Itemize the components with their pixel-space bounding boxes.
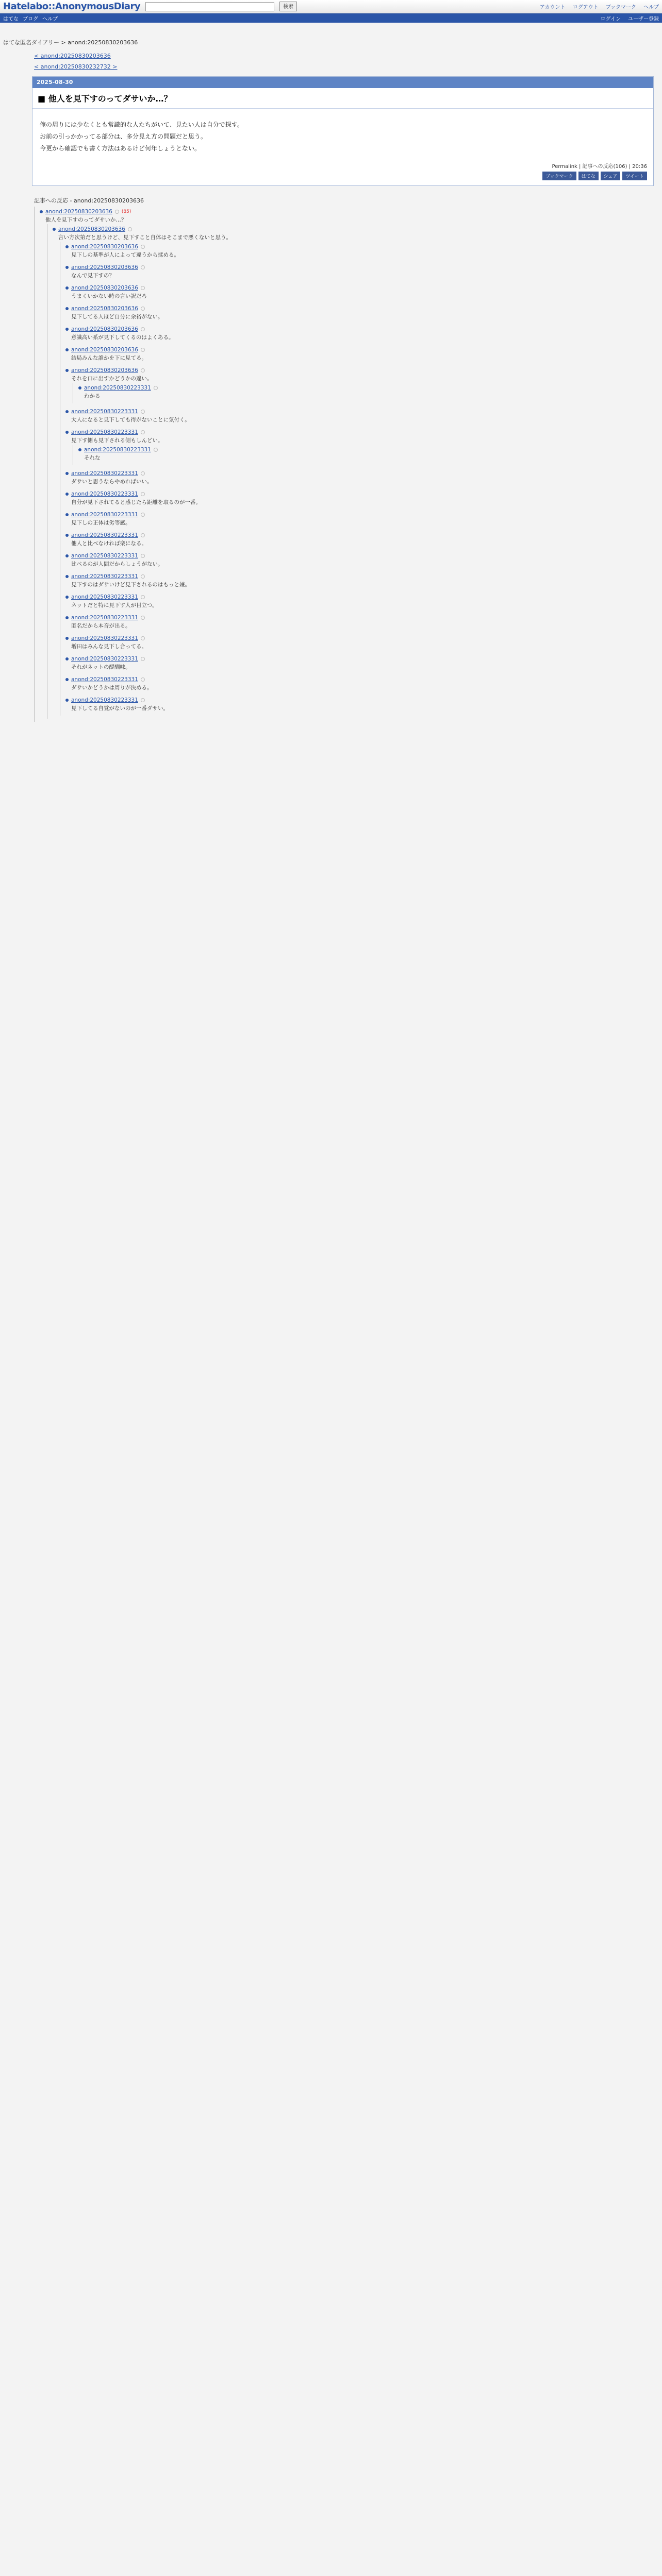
comment bbox=[60, 242, 640, 262]
breadcrumb[interactable]: はてな匿名ダイアリー > anond:20250830203636 bbox=[3, 39, 138, 46]
star-add-icon[interactable] bbox=[141, 307, 145, 311]
comment bbox=[34, 207, 640, 722]
comment-link[interactable]: anond:20250830223331 bbox=[71, 409, 138, 415]
comment bbox=[60, 571, 640, 592]
star-add-icon[interactable] bbox=[141, 657, 145, 661]
bullet-icon bbox=[65, 348, 69, 351]
entry-footer[interactable]: Permalink | 記事への反応(106) | 20:36 bbox=[552, 164, 647, 170]
star-count: (85) bbox=[121, 209, 131, 214]
comment bbox=[60, 551, 640, 571]
comment-text: わかる bbox=[84, 393, 101, 399]
comment-link[interactable]: anond:20250830223331 bbox=[71, 491, 138, 497]
bullet-icon bbox=[65, 575, 69, 578]
comment-link[interactable]: anond:20250830203636 bbox=[71, 347, 138, 353]
comment-link[interactable]: anond:20250830223331 bbox=[71, 656, 138, 662]
bullet-icon bbox=[65, 245, 69, 248]
entry-body-line: お前の引っかかってる部分は、多分見え方の問題だと思う。 bbox=[40, 133, 207, 140]
top-links bbox=[540, 3, 659, 10]
bullet-icon bbox=[65, 616, 69, 619]
comment bbox=[73, 445, 640, 465]
comment bbox=[60, 406, 640, 427]
star-add-icon[interactable] bbox=[141, 677, 145, 682]
bullet-icon bbox=[65, 369, 69, 372]
bullet-icon bbox=[65, 534, 69, 537]
share-facebook-button[interactable]: シェア bbox=[601, 172, 621, 180]
bullet-icon bbox=[78, 386, 81, 389]
comment-link[interactable]: anond:20250830203636 bbox=[71, 326, 138, 332]
comment bbox=[60, 324, 640, 345]
comment-link[interactable]: anond:20250830223331 bbox=[71, 635, 138, 641]
comment bbox=[60, 530, 640, 551]
bullet-icon bbox=[65, 286, 69, 290]
entry-title[interactable] bbox=[32, 88, 653, 109]
star-add-icon[interactable] bbox=[141, 698, 145, 702]
bullet-icon bbox=[65, 637, 69, 640]
bullet-icon bbox=[65, 554, 69, 557]
star-add-icon[interactable] bbox=[141, 636, 145, 640]
top-link-logout[interactable]: ログアウト bbox=[572, 5, 599, 10]
subbar-link-blog[interactable]: ブログ bbox=[23, 16, 38, 22]
comment bbox=[60, 592, 640, 613]
comment-text: 見下すのはダサいけど見下されるのはもっと嫌。 bbox=[71, 582, 190, 588]
comment-link[interactable]: anond:20250830223331 bbox=[71, 532, 138, 538]
comment-link[interactable]: anond:20250830203636 bbox=[58, 226, 125, 232]
comment-text: うまくいかない時の言い訳だろ bbox=[71, 293, 147, 299]
diary-entry bbox=[32, 76, 654, 186]
comment-link[interactable]: anond:20250830203636 bbox=[71, 285, 138, 291]
subbar-login[interactable]: ログイン bbox=[600, 16, 621, 22]
comment-link[interactable]: anond:20250830203636 bbox=[71, 306, 138, 312]
comment-text: それな bbox=[84, 455, 101, 461]
comment-link[interactable]: anond:20250830223331 bbox=[71, 429, 138, 435]
comment-link[interactable]: anond:20250830203636 bbox=[45, 209, 112, 215]
comment-link[interactable]: anond:20250830203636 bbox=[71, 244, 138, 250]
comment-text: それを口に出すかどうかの違い。 bbox=[71, 376, 153, 382]
subbar-register[interactable]: ユーザー登録 bbox=[628, 16, 659, 22]
bullet-icon bbox=[65, 328, 69, 331]
star-add-icon[interactable] bbox=[128, 227, 132, 231]
comment-link[interactable]: anond:20250830223331 bbox=[71, 697, 138, 703]
bullet-icon bbox=[65, 596, 69, 599]
bullet-icon bbox=[78, 448, 81, 451]
comment-text: それがネットの醍醐味。 bbox=[71, 664, 131, 670]
top-bar bbox=[0, 0, 662, 13]
star-add-icon[interactable] bbox=[154, 386, 158, 390]
comment-text: 見下しの正体は劣等感。 bbox=[71, 520, 131, 526]
comment-text: 比べるのが人間だからしょうがない。 bbox=[71, 561, 163, 567]
comment-link[interactable]: anond:20250830223331 bbox=[71, 470, 138, 477]
comment-text: 自分が見下されてると感じたら距離を取るのが一番。 bbox=[71, 499, 201, 505]
site-logo[interactable]: Hatelabo::AnonymousDiary bbox=[3, 1, 141, 12]
comment bbox=[60, 674, 640, 695]
comment-link[interactable]: anond:20250830223331 bbox=[71, 512, 138, 518]
bullet-icon bbox=[65, 513, 69, 516]
comment-text: 他人を見下すのってダサいか…？ bbox=[45, 217, 127, 223]
comment-link[interactable]: anond:20250830223331 bbox=[71, 573, 138, 580]
comment-link[interactable]: anond:20250830223331 bbox=[71, 553, 138, 559]
comment bbox=[60, 613, 640, 633]
bullet-icon bbox=[40, 210, 43, 213]
bullet-icon bbox=[65, 493, 69, 496]
star-add-icon[interactable] bbox=[141, 574, 145, 579]
comment-text: ダサいかどうかは周りが決める。 bbox=[71, 685, 153, 691]
bullet-icon bbox=[65, 410, 69, 413]
star-add-icon[interactable] bbox=[154, 448, 158, 452]
entry-body-line: 今更から確認でも書く方法はあるけど何年しょうとない。 bbox=[40, 145, 201, 152]
entry-title-text[interactable]: ■ 他人を見下すのってダサいか…？ bbox=[38, 94, 172, 104]
share-hatena-button[interactable]: はてな bbox=[578, 172, 599, 180]
star-add-icon[interactable] bbox=[141, 533, 145, 537]
comment-text: ネットだと特に見下す人が目立つ。 bbox=[71, 602, 158, 608]
bullet-icon bbox=[53, 228, 56, 231]
comment-text: 見下す側も見下される側もしんどい。 bbox=[71, 437, 163, 444]
star-add-icon[interactable] bbox=[141, 410, 145, 414]
comments-heading: 記事への反応 - anond:20250830203636 bbox=[34, 197, 144, 204]
comment-text: 大人になると見下しても得がないことに気付く。 bbox=[71, 417, 190, 423]
comment-link[interactable]: anond:20250830223331 bbox=[71, 615, 138, 621]
star-add-icon[interactable] bbox=[141, 265, 145, 269]
star-add-icon[interactable] bbox=[141, 554, 145, 558]
comment bbox=[60, 468, 640, 489]
comment bbox=[60, 510, 640, 530]
search-button[interactable]: 検索 bbox=[279, 2, 297, 11]
sub-bar bbox=[0, 13, 662, 23]
entry-body bbox=[32, 109, 653, 160]
comment bbox=[60, 345, 640, 365]
star-add-icon[interactable] bbox=[141, 245, 145, 249]
bullet-icon bbox=[65, 472, 69, 475]
bullet-icon bbox=[65, 678, 69, 681]
comment-text: 他人と比べなければ楽になる。 bbox=[71, 540, 147, 547]
star-add-icon[interactable] bbox=[141, 348, 145, 352]
comment-tree bbox=[34, 207, 640, 722]
comment-link[interactable]: anond:20250830203636 bbox=[71, 367, 138, 374]
share-buttons bbox=[32, 172, 653, 185]
comment-text: 言い方次第だと思うけど、見下すこと自体はそこまで悪くないと思う。 bbox=[58, 234, 231, 241]
comment-text: ダサいと思うならやめればいい。 bbox=[71, 479, 153, 485]
comment-text: 見下してる自覚がないのが一番ダサい。 bbox=[71, 705, 169, 711]
comment-link[interactable]: anond:20250830223331 bbox=[71, 676, 138, 683]
comment-link[interactable]: anond:20250830223331 bbox=[71, 594, 138, 600]
star-add-icon[interactable] bbox=[141, 327, 145, 331]
star-add-icon[interactable] bbox=[141, 595, 145, 599]
star-add-icon[interactable] bbox=[141, 368, 145, 372]
top-link-account[interactable]: アカウント bbox=[539, 5, 566, 10]
bullet-icon bbox=[65, 431, 69, 434]
bullet-icon bbox=[65, 657, 69, 660]
entry-nav bbox=[34, 53, 662, 70]
comment-text: 見下してる人ほど自分に余裕がない。 bbox=[71, 314, 163, 320]
comment bbox=[60, 695, 640, 716]
comment bbox=[60, 262, 640, 283]
bullet-icon bbox=[65, 699, 69, 702]
comment-text: 見下しの基準が人によって違うから揉める。 bbox=[71, 252, 179, 258]
share-twitter-button[interactable]: ツイート bbox=[622, 172, 647, 180]
comment-text: なんで見下すの？ bbox=[71, 273, 114, 279]
entry-date: 2025-08-30 bbox=[32, 77, 653, 88]
share-bookmark-button[interactable]: ブックマーク bbox=[542, 172, 576, 180]
star-add-icon[interactable] bbox=[141, 513, 145, 517]
comment-link[interactable]: anond:20250830223331 bbox=[84, 447, 151, 453]
entry-body-line: 俺の周りには少なくとも常識的な人たちがいて、見たい人は自分で探す。 bbox=[40, 121, 243, 128]
comment bbox=[47, 224, 640, 719]
comment bbox=[60, 633, 640, 654]
subbar-link-hatena[interactable]: はてな bbox=[3, 16, 19, 22]
star-add-icon[interactable] bbox=[141, 616, 145, 620]
star-add-icon[interactable] bbox=[141, 492, 145, 496]
star-add-icon[interactable] bbox=[141, 430, 145, 434]
bullet-icon bbox=[65, 266, 69, 269]
star-add-icon[interactable] bbox=[115, 210, 119, 214]
comment-text: 意識高い系が見下してくるのはよくある。 bbox=[71, 334, 174, 341]
comment bbox=[60, 303, 640, 324]
comment bbox=[60, 427, 640, 468]
comment bbox=[60, 283, 640, 303]
comment-text: 結局みんな誰かを下に見てる。 bbox=[71, 355, 147, 361]
prev-entry-link[interactable]: < anond:20250830203636 bbox=[34, 53, 111, 59]
bullet-icon bbox=[65, 307, 69, 310]
subbar-link-help[interactable]: ヘルプ bbox=[42, 16, 58, 22]
star-add-icon[interactable] bbox=[141, 286, 145, 290]
comment bbox=[60, 365, 640, 406]
comment bbox=[73, 383, 640, 403]
comment-link[interactable]: anond:20250830223331 bbox=[84, 385, 151, 391]
comment bbox=[60, 654, 640, 674]
comment-text: 匿名だから本音が出る。 bbox=[71, 623, 131, 629]
comment-link[interactable]: anond:20250830203636 bbox=[71, 264, 138, 270]
search-input[interactable] bbox=[145, 2, 274, 11]
top-link-bookmark[interactable]: ブックマーク bbox=[605, 5, 636, 10]
comment bbox=[60, 489, 640, 510]
comment-text: 増田はみんな見下し合ってる。 bbox=[71, 643, 147, 650]
star-add-icon[interactable] bbox=[141, 471, 145, 476]
next-entry-link[interactable]: < anond:20250830232732 > bbox=[34, 63, 118, 70]
top-link-help[interactable]: ヘルプ bbox=[643, 5, 659, 10]
